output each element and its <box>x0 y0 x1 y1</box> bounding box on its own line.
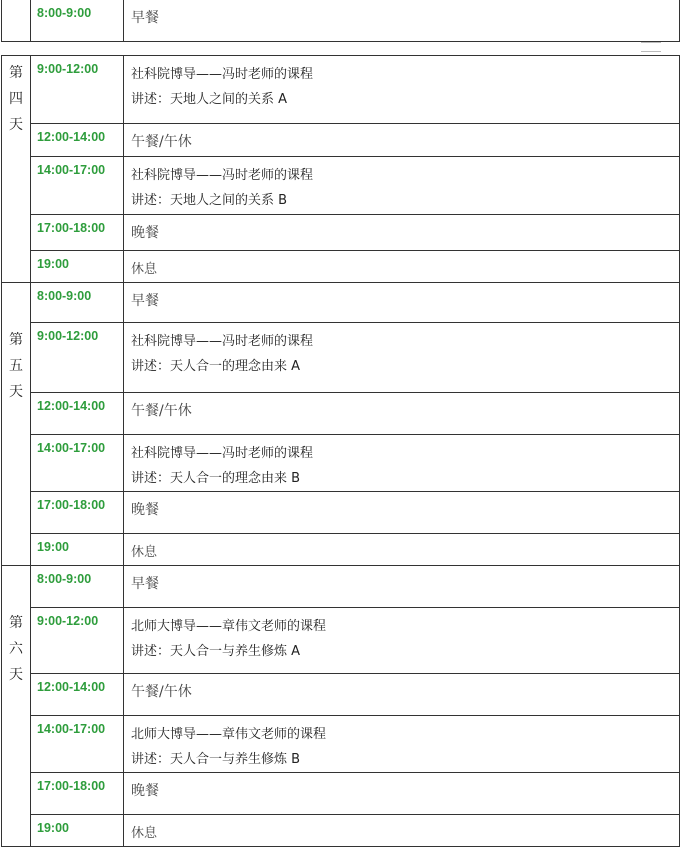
day-label-char: 四 <box>9 91 23 107</box>
course-topic: 讲述：天地人之间的关系 B <box>131 193 288 208</box>
day-label-char: 第 <box>9 615 23 631</box>
activity-text: 早餐 <box>131 10 159 26</box>
activity-cell <box>124 0 680 42</box>
activity-text: 休息 <box>131 262 158 277</box>
time-cell: 9:00-12:00 <box>31 323 124 393</box>
time-cell: 14:00-17:00 <box>31 435 124 492</box>
activity-text: 早餐 <box>131 576 159 592</box>
day-label-char: 天 <box>9 117 23 133</box>
day-label-cell <box>2 0 31 42</box>
activity-text: 休息 <box>131 826 158 841</box>
course-title: 北师大博导——章伟文老师的课程 <box>131 727 327 742</box>
time-cell: 14:00-17:00 <box>31 157 124 215</box>
table-row <box>2 215 680 251</box>
table-row <box>2 56 680 124</box>
table-row <box>2 674 680 716</box>
day-label-cell <box>2 566 31 847</box>
time-cell: 19:00 <box>31 534 124 566</box>
course-topic: 讲述：天人合一的理念由来 B <box>131 471 301 486</box>
activity-cell <box>124 393 680 435</box>
time-cell: 14:00-17:00 <box>31 716 124 773</box>
time-cell: 17:00-18:00 <box>31 492 124 534</box>
table-row <box>2 124 680 157</box>
day-label-cell <box>2 283 31 566</box>
activity-text: 午餐/午休 <box>131 403 192 419</box>
time-cell: 19:00 <box>31 815 124 847</box>
table-row <box>2 435 680 492</box>
table-row <box>2 566 680 608</box>
time-cell: 8:00-9:00 <box>31 566 124 608</box>
activity-text: 休息 <box>131 545 158 560</box>
time-cell: 9:00-12:00 <box>31 608 124 674</box>
activity-cell <box>124 283 680 323</box>
activity-cell <box>124 566 680 608</box>
activity-text: 午餐/午休 <box>131 134 192 150</box>
activity-cell <box>124 435 680 492</box>
time-cell: 17:00-18:00 <box>31 773 124 815</box>
day-label-char: 天 <box>9 384 23 400</box>
day-label-char: 六 <box>9 641 23 657</box>
course-topic: 讲述：天人合一的理念由来 A <box>131 359 301 374</box>
activity-cell <box>124 716 680 773</box>
activity-cell <box>124 251 680 283</box>
time-cell: 12:00-14:00 <box>31 674 124 716</box>
activity-cell <box>124 56 680 124</box>
day-label-char: 五 <box>9 358 23 374</box>
day-label-char: 第 <box>9 332 23 348</box>
time-cell: 12:00-14:00 <box>31 124 124 157</box>
activity-cell <box>124 323 680 393</box>
activity-text: 晚餐 <box>131 502 159 518</box>
day-label-char: 天 <box>9 667 23 683</box>
time-cell: 8:00-9:00 <box>31 283 124 323</box>
activity-cell <box>124 773 680 815</box>
course-title: 社科院博导——冯时老师的课程 <box>131 67 314 82</box>
table-row <box>2 773 680 815</box>
activity-text: 晚餐 <box>131 783 159 799</box>
time-cell: 19:00 <box>31 251 124 283</box>
table-row <box>2 323 680 393</box>
activity-cell <box>124 124 680 157</box>
activity-text: 晚餐 <box>131 225 159 241</box>
time-cell: 12:00-14:00 <box>31 393 124 435</box>
activity-text: 早餐 <box>131 293 159 309</box>
activity-cell <box>124 608 680 674</box>
table-row <box>2 283 680 323</box>
course-title: 社科院博导——冯时老师的课程 <box>131 168 314 183</box>
table-row <box>2 716 680 773</box>
course-title: 北师大博导——章伟文老师的课程 <box>131 619 327 634</box>
schedule-table <box>1 55 680 847</box>
table-row <box>2 157 680 215</box>
schedule-top-fragment <box>1 0 680 42</box>
page-break-marker <box>641 42 661 52</box>
activity-cell <box>124 534 680 566</box>
activity-cell <box>124 492 680 534</box>
course-title: 社科院博导——冯时老师的课程 <box>131 334 314 349</box>
course-topic: 讲述：天地人之间的关系 A <box>131 92 288 107</box>
table-row <box>2 0 680 42</box>
course-topic: 讲述：天人合一与养生修炼 A <box>131 644 301 659</box>
time-cell: 17:00-18:00 <box>31 215 124 251</box>
activity-cell <box>124 215 680 251</box>
activity-text: 午餐/午休 <box>131 684 192 700</box>
table-row <box>2 608 680 674</box>
time-cell: 9:00-12:00 <box>31 56 124 124</box>
activity-cell <box>124 674 680 716</box>
table-row <box>2 251 680 283</box>
table-row <box>2 492 680 534</box>
table-row <box>2 534 680 566</box>
table-row <box>2 393 680 435</box>
course-topic: 讲述：天人合一与养生修炼 B <box>131 752 301 767</box>
day-label-char: 第 <box>9 65 23 81</box>
day-label-cell <box>2 56 31 283</box>
time-cell: 8:00-9:00 <box>31 0 124 42</box>
course-title: 社科院博导——冯时老师的课程 <box>131 446 314 461</box>
activity-cell <box>124 157 680 215</box>
